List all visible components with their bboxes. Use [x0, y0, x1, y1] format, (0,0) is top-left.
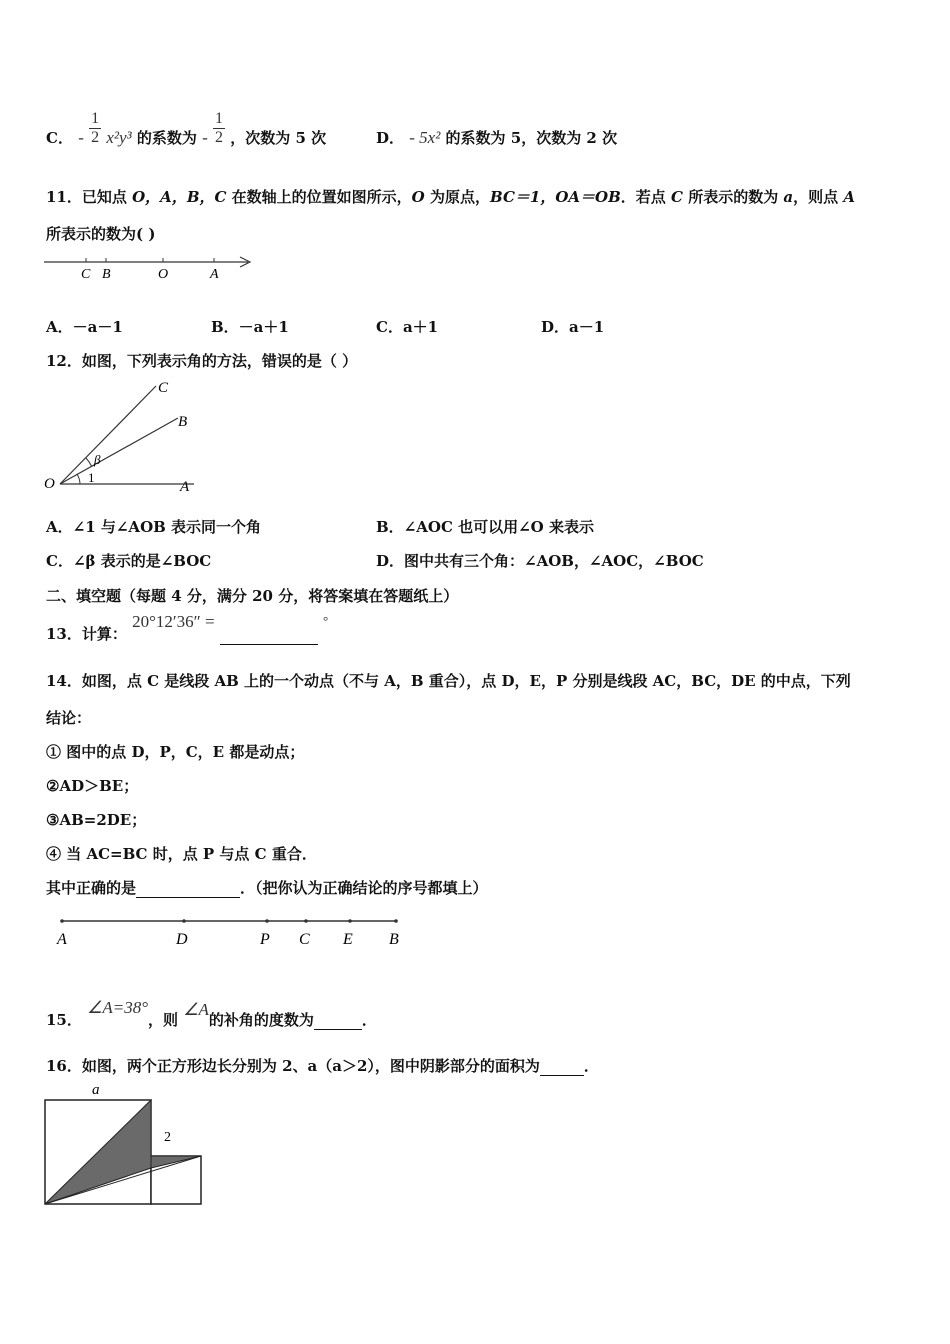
label-o: O	[158, 267, 169, 282]
text: 16．如图，两个正方形边长分别为 2、a（a＞2），图中阴影部分的面积为	[46, 1057, 540, 1075]
fraction	[89, 110, 101, 147]
expression: 20°12′36″ =	[132, 612, 215, 631]
option-label: D．	[376, 129, 405, 147]
q14-ask	[46, 878, 488, 898]
answer-blank[interactable]	[314, 1029, 362, 1030]
q10-option-c	[46, 109, 327, 148]
angle-arc-1	[77, 474, 80, 484]
text: ．	[361, 1011, 377, 1029]
answer-blank[interactable]	[540, 1075, 584, 1076]
angle-arc-beta	[86, 458, 92, 467]
q11-stem-line1	[46, 187, 855, 207]
label-b: B	[102, 267, 111, 282]
label-c: C	[158, 380, 169, 396]
text: 所表示的数为	[682, 188, 784, 206]
label-a: A	[210, 267, 219, 282]
question-label: 15．	[46, 1011, 82, 1029]
label-o: O	[44, 476, 55, 492]
angle-figure	[44, 378, 204, 498]
denominator: 2	[215, 128, 224, 146]
q12-option-b: B．∠AOC 也可以用∠O 来表示	[376, 518, 594, 536]
text: 的补角的度数为	[208, 1011, 314, 1029]
numerator: 1	[91, 109, 100, 127]
q11-option-a: A．－a－1	[46, 318, 123, 336]
degree-sign: °	[323, 613, 329, 628]
label-c: C	[81, 267, 91, 282]
q14-statement-2: ②AD＞BE；	[46, 777, 139, 795]
text: ，则点	[793, 188, 844, 206]
number-line-figure	[44, 254, 254, 284]
point-d	[182, 919, 186, 923]
q12-stem: 12．如图，下列表示角的方法，错误的是（ ）	[46, 352, 358, 370]
q14-statement-4: ④ 当 AC=BC 时，点 P 与点 C 重合．	[46, 845, 317, 863]
sign: -	[78, 128, 84, 147]
ray-oc	[60, 386, 156, 484]
text: ．若点	[620, 188, 672, 206]
label-p: P	[260, 931, 270, 948]
label-a: a	[92, 1082, 100, 1098]
denominator: 2	[91, 128, 100, 146]
text: 在数轴上的位置如图所示，	[226, 188, 412, 206]
q11-stem-line2: 所表示的数为( )	[46, 225, 156, 243]
q15	[46, 998, 377, 1030]
q14-statement-3: ③AB=2DE；	[46, 811, 147, 829]
fraction	[213, 110, 225, 147]
section-heading: 二、填空题（每题 4 分，满分 20 分，将答案填在答题纸上）	[46, 587, 459, 605]
q12-option-a: A．∠1 与∠AOB 表示同一个角	[46, 518, 262, 536]
text: 的系数为	[136, 129, 197, 147]
label-beta: β	[94, 452, 101, 467]
answer-blank[interactable]	[136, 897, 240, 898]
label-b: B	[178, 414, 188, 430]
point-c	[304, 919, 308, 923]
point-b	[394, 919, 398, 923]
q12-option-c: C．∠β 表示的是∠BOC	[46, 552, 212, 570]
q11-option-b: B．－a＋1	[211, 318, 289, 336]
text: 其中正确的是	[46, 879, 137, 897]
q16-stem	[46, 1056, 599, 1076]
text: 为原点，	[424, 188, 490, 206]
label-1: 1	[88, 470, 95, 485]
label-a: A	[57, 931, 67, 948]
q14-stem-line1: 14．如图，点 C 是线段 AB 上的一个动点（不与 A，B 重合），点 D，E，P 分别是线段 AC，BC，DE 的中点，下列	[46, 672, 851, 690]
question-label: 13．计算：	[46, 625, 127, 643]
text: ，次数为 5 次	[230, 129, 327, 147]
q13	[46, 612, 329, 645]
segment-figure	[56, 912, 406, 952]
expression: - 5x²	[409, 128, 441, 147]
point: O	[411, 188, 425, 206]
label-2: 2	[164, 1130, 171, 1145]
point-p	[265, 919, 269, 923]
option-label: C．	[46, 129, 73, 147]
point: A	[843, 188, 856, 206]
numerator: 1	[215, 109, 224, 127]
q14-statement-1: ① 图中的点 D，P，C，E 都是动点；	[46, 743, 305, 761]
label-e: E	[343, 931, 353, 948]
condition: BC＝1，OA＝OB	[489, 188, 621, 206]
sign: -	[202, 128, 208, 147]
point-a	[60, 919, 64, 923]
q11-option-d: D．a－1	[541, 318, 605, 336]
label-d: D	[176, 931, 188, 948]
q14-stem-line2: 结论：	[46, 709, 92, 727]
text: 11．已知点	[46, 188, 133, 206]
q11-option-c: C．a＋1	[376, 318, 439, 336]
text: ．（把你认为正确结论的序号都填上）	[240, 879, 488, 897]
text: ．	[583, 1057, 599, 1075]
squares-figure	[44, 1080, 206, 1208]
label-c: C	[299, 931, 310, 948]
point-e	[348, 919, 352, 923]
ray-ob	[60, 418, 178, 484]
monomial: x²y³	[106, 128, 132, 147]
q10-option-d	[376, 128, 617, 148]
label-a: A	[180, 479, 190, 495]
point: C	[671, 188, 683, 206]
label-b: B	[389, 931, 399, 948]
text: 的系数为 5，次数为 2 次	[445, 129, 618, 147]
text: ，则	[148, 1011, 179, 1029]
q12-option-d: D．图中共有三个角：∠AOB，∠AOC，∠BOC	[376, 552, 704, 570]
variable: a	[783, 188, 794, 206]
points: O，A，B，C	[132, 188, 227, 206]
expression: ∠A=38°	[87, 998, 149, 1017]
answer-blank[interactable]	[220, 644, 318, 645]
expression: ∠A	[183, 1000, 209, 1019]
